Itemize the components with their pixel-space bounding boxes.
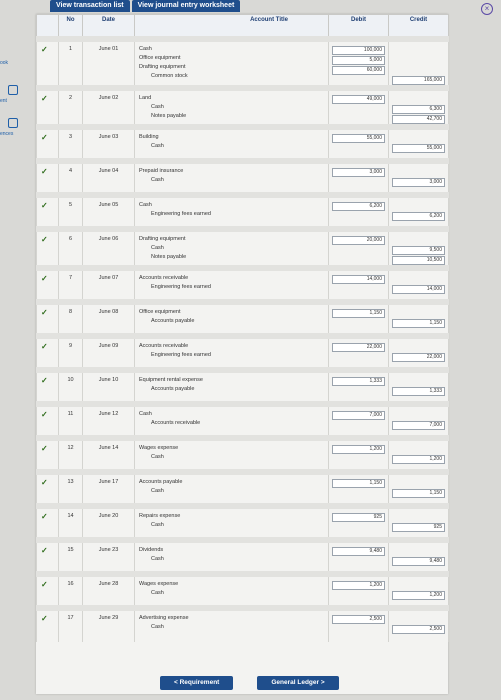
debit-cell [329,438,389,472]
entry-number: 5 [59,195,83,229]
credit-field[interactable] [392,134,445,143]
credit-cell [389,302,449,336]
check-icon[interactable]: ✓ [37,88,59,127]
debit-field[interactable]: 20,000 [332,236,385,245]
entry-number: 8 [59,302,83,336]
credit-field[interactable] [392,513,445,522]
requirement-button[interactable]: < Requirement [160,676,233,690]
debit-cell [329,88,389,127]
debit-field[interactable]: 1,200 [332,445,385,454]
header-debit: Debit [329,15,389,40]
entry-number: 6 [59,229,83,268]
account-title-field[interactable]: Advertising expense [139,615,189,621]
debit-cell [329,370,389,404]
debit-field[interactable]: 14,000 [332,275,385,284]
debit-cell [329,302,389,336]
credit-field[interactable]: 165,000 [392,76,445,85]
credit-field[interactable]: 1,150 [392,489,445,498]
account-title-field[interactable]: Cash [151,177,164,183]
debit-cell [329,472,389,506]
credit-field[interactable]: 55,000 [392,144,445,153]
check-icon[interactable]: ✓ [37,195,59,229]
check-icon[interactable]: ✓ [37,161,59,195]
close-icon[interactable]: × [481,3,493,15]
credit-cell [389,438,449,472]
account-title-field[interactable]: Engineering fees earned [151,352,211,358]
account-title-field[interactable]: Cash [151,488,164,494]
entry-number: 4 [59,161,83,195]
account-cell [135,404,329,438]
entry-number: 1 [59,39,83,88]
credit-cell [389,540,449,574]
credit-field[interactable] [392,46,445,55]
debit-field[interactable] [332,353,385,362]
debit-field[interactable] [332,256,385,265]
credit-field[interactable]: 2,500 [392,625,445,634]
debit-field[interactable]: 925 [332,513,385,522]
entry-number: 13 [59,472,83,506]
journal-entry-row [37,370,449,404]
account-cell [135,88,329,127]
account-title-field[interactable]: Accounts payable [151,386,195,392]
account-cell [135,506,329,540]
debit-cell [329,608,389,642]
account-title-field[interactable]: Notes payable [151,254,187,260]
credit-field[interactable]: 14,000 [392,285,445,294]
credit-field[interactable]: 6,200 [392,212,445,221]
check-icon[interactable]: ✓ [37,472,59,506]
entry-date: June 03 [83,127,135,161]
debit-cell [329,229,389,268]
account-title-field[interactable]: Accounts payable [151,318,195,324]
credit-field[interactable]: 10,500 [392,256,445,265]
debit-field[interactable] [332,557,385,566]
entry-date: June 20 [83,506,135,540]
account-cell [135,161,329,195]
debit-field[interactable]: 2,500 [332,615,385,624]
entry-number: 14 [59,506,83,540]
journal-entry-row [37,39,449,88]
credit-field[interactable] [392,275,445,284]
debit-field[interactable]: 1,150 [332,479,385,488]
debit-field[interactable]: 5,000 [332,56,385,65]
account-title-field[interactable]: Accounts payable [139,479,183,485]
check-icon[interactable]: ✓ [37,336,59,370]
journal-entry-row [37,336,449,370]
credit-field[interactable]: 9,480 [392,557,445,566]
credit-cell [389,195,449,229]
credit-cell [389,39,449,88]
debit-field[interactable] [332,489,385,498]
account-title-field[interactable]: Drafting equipment [139,236,186,242]
credit-field[interactable]: 9,500 [392,246,445,255]
account-title-field[interactable]: Equipment rental expense [139,377,203,383]
account-title-field[interactable]: Engineering fees earned [151,211,211,217]
debit-field[interactable] [332,455,385,464]
journal-entry-row [37,608,449,642]
debit-cell [329,404,389,438]
debit-field[interactable]: 100,000 [332,46,385,55]
debit-cell [329,574,389,608]
debit-cell [329,268,389,302]
account-title-field[interactable]: Cash [151,454,164,460]
credit-field[interactable] [392,236,445,245]
account-title-field[interactable]: Cash [151,556,164,562]
credit-cell [389,127,449,161]
entry-number: 2 [59,88,83,127]
check-icon[interactable]: ✓ [37,438,59,472]
credit-field[interactable]: 22,000 [392,353,445,362]
entry-date: June 14 [83,438,135,472]
entry-date: June 10 [83,370,135,404]
debit-field[interactable] [332,285,385,294]
account-title-field[interactable]: Accounts receivable [139,343,189,349]
account-title-field[interactable]: Common stock [151,73,188,79]
entry-date: June 07 [83,268,135,302]
debit-field[interactable]: 1,150 [332,309,385,318]
account-title-field[interactable]: Office equipment [139,55,181,61]
check-icon[interactable]: ✓ [37,540,59,574]
credit-field[interactable]: 3,000 [392,178,445,187]
account-title-field[interactable]: Cash [151,590,164,596]
debit-field[interactable] [332,319,385,328]
journal-entry-row [37,195,449,229]
account-title-field[interactable]: Prepaid insurance [139,168,184,174]
credit-field[interactable] [392,547,445,556]
journal-entry-row [37,404,449,438]
entry-date: June 12 [83,404,135,438]
credit-field[interactable]: 925 [392,523,445,532]
credit-field[interactable]: 1,200 [392,591,445,600]
entry-date: June 04 [83,161,135,195]
account-cell [135,302,329,336]
debit-field[interactable]: 1,333 [332,377,385,386]
debit-field[interactable]: 60,000 [332,66,385,75]
account-title-field[interactable]: Wages expense [139,581,179,587]
credit-field[interactable]: 1,200 [392,455,445,464]
entry-number: 17 [59,608,83,642]
credit-cell [389,608,449,642]
header-check [37,15,59,40]
credit-cell [389,574,449,608]
account-cell [135,39,329,88]
entry-date: June 06 [83,229,135,268]
check-icon[interactable]: ✓ [37,574,59,608]
entry-number: 16 [59,574,83,608]
account-title-field[interactable]: Cash [151,245,164,251]
account-cell [135,608,329,642]
entry-date: June 08 [83,302,135,336]
entry-date: June 09 [83,336,135,370]
credit-field[interactable] [392,202,445,211]
credit-field[interactable]: 6,300 [392,105,445,114]
sidebar-label-references[interactable]: ences [0,131,14,137]
account-title-field[interactable]: Notes payable [151,113,187,119]
credit-cell [389,404,449,438]
credit-field[interactable] [392,377,445,386]
credit-field[interactable] [392,309,445,318]
debit-field[interactable] [332,625,385,634]
account-title-field[interactable]: Office equipment [139,309,181,315]
tab-transaction-list[interactable]: View transaction list [50,0,130,12]
account-title-field[interactable]: Engineering fees earned [151,284,211,290]
account-cell [135,540,329,574]
debit-field[interactable]: 55,000 [332,134,385,143]
general-ledger-button[interactable]: General Ledger > [257,676,338,690]
credit-cell [389,88,449,127]
debit-field[interactable]: 49,000 [332,95,385,104]
entry-date: June 01 [83,39,135,88]
journal-entry-row [37,127,449,161]
account-title-field[interactable]: Cash [151,522,164,528]
journal-entry-row [37,506,449,540]
credit-cell [389,161,449,195]
print-icon[interactable] [8,85,18,95]
header-no: No [59,15,83,40]
debit-field[interactable] [332,115,385,124]
debit-cell [329,336,389,370]
account-title-field[interactable]: Cash [139,46,152,52]
credit-field[interactable] [392,479,445,488]
journal-entry-row [37,438,449,472]
account-title-field[interactable]: Building [139,134,159,140]
account-title-field[interactable]: Dividends [139,547,164,553]
credit-field[interactable]: 42,700 [392,115,445,124]
credit-cell [389,336,449,370]
credit-field[interactable] [392,95,445,104]
entry-date: June 23 [83,540,135,574]
header-account-title: Account Title [135,15,329,40]
entry-number: 10 [59,370,83,404]
check-icon[interactable]: ✓ [37,608,59,642]
debit-field[interactable] [332,144,385,153]
account-title-field[interactable]: Cash [139,411,152,417]
debit-field[interactable] [332,523,385,532]
account-title-field[interactable]: Land [139,95,152,101]
header-date: Date [83,15,135,40]
account-title-field[interactable]: Cash [139,202,152,208]
journal-entry-row [37,88,449,127]
account-title-field[interactable]: Cash [151,104,164,110]
credit-field[interactable] [392,581,445,590]
debit-cell [329,161,389,195]
references-icon[interactable] [8,118,18,128]
credit-field[interactable]: 7,000 [392,421,445,430]
account-cell [135,127,329,161]
debit-field[interactable]: 1,200 [332,581,385,590]
entry-number: 7 [59,268,83,302]
account-title-field[interactable]: Repairs expense [139,513,181,519]
journal-entry-row [37,229,449,268]
entry-number: 12 [59,438,83,472]
account-cell [135,574,329,608]
debit-field[interactable] [332,246,385,255]
journal-entry-row [37,574,449,608]
account-cell [135,268,329,302]
debit-field[interactable]: 9,480 [332,547,385,556]
credit-field[interactable] [392,411,445,420]
debit-field[interactable] [332,76,385,85]
debit-field[interactable] [332,212,385,221]
credit-field[interactable] [392,168,445,177]
journal-entry-row [37,540,449,574]
credit-cell [389,472,449,506]
debit-field[interactable] [332,387,385,396]
check-icon[interactable]: ✓ [37,268,59,302]
debit-field[interactable]: 22,000 [332,343,385,352]
entry-date: June 02 [83,88,135,127]
account-title-field[interactable]: Drafting equipment [139,64,186,70]
check-icon[interactable]: ✓ [37,506,59,540]
debit-field[interactable] [332,421,385,430]
credit-field[interactable]: 1,150 [392,319,445,328]
account-cell [135,438,329,472]
credit-cell [389,506,449,540]
entry-date: June 17 [83,472,135,506]
credit-cell [389,370,449,404]
account-title-field[interactable]: Wages expense [139,445,179,451]
check-icon[interactable]: ✓ [37,302,59,336]
account-title-field[interactable]: Cash [151,143,164,149]
account-cell [135,472,329,506]
journal-entry-row [37,161,449,195]
entry-number: 11 [59,404,83,438]
credit-cell [389,268,449,302]
debit-field[interactable] [332,105,385,114]
credit-field[interactable]: 1,333 [392,387,445,396]
debit-field[interactable]: 3,000 [332,168,385,177]
debit-field[interactable]: 6,200 [332,202,385,211]
debit-cell [329,195,389,229]
debit-field[interactable]: 7,000 [332,411,385,420]
check-icon[interactable]: ✓ [37,39,59,88]
journal-entry-row [37,268,449,302]
credit-field[interactable] [392,615,445,624]
sidebar-label-print[interactable]: ent [0,98,7,104]
debit-cell [329,39,389,88]
debit-field[interactable] [332,591,385,600]
account-cell [135,336,329,370]
account-title-field[interactable]: Accounts receivable [151,420,201,426]
check-icon[interactable]: ✓ [37,127,59,161]
entry-number: 15 [59,540,83,574]
entry-number: 9 [59,336,83,370]
header-credit: Credit [389,15,449,40]
account-title-field[interactable]: Cash [151,624,164,630]
debit-cell [329,506,389,540]
check-icon[interactable]: ✓ [37,229,59,268]
credit-field[interactable] [392,66,445,75]
entry-date: June 28 [83,574,135,608]
credit-field[interactable] [392,343,445,352]
account-cell [135,229,329,268]
entry-date: June 05 [83,195,135,229]
debit-cell [329,127,389,161]
debit-field[interactable] [332,178,385,187]
entry-number: 3 [59,127,83,161]
credit-cell [389,229,449,268]
journal-table [36,14,449,642]
tab-journal-worksheet[interactable]: View journal entry worksheet [132,0,241,12]
credit-field[interactable] [392,56,445,65]
sidebar-label-book[interactable]: ook [0,60,9,66]
journal-entry-row [37,302,449,336]
journal-entry-row [37,472,449,506]
credit-field[interactable] [392,445,445,454]
entry-date: June 29 [83,608,135,642]
debit-cell [329,540,389,574]
check-icon[interactable]: ✓ [37,404,59,438]
account-cell [135,370,329,404]
account-title-field[interactable]: Accounts receivable [139,275,189,281]
check-icon[interactable]: ✓ [37,370,59,404]
account-cell [135,195,329,229]
